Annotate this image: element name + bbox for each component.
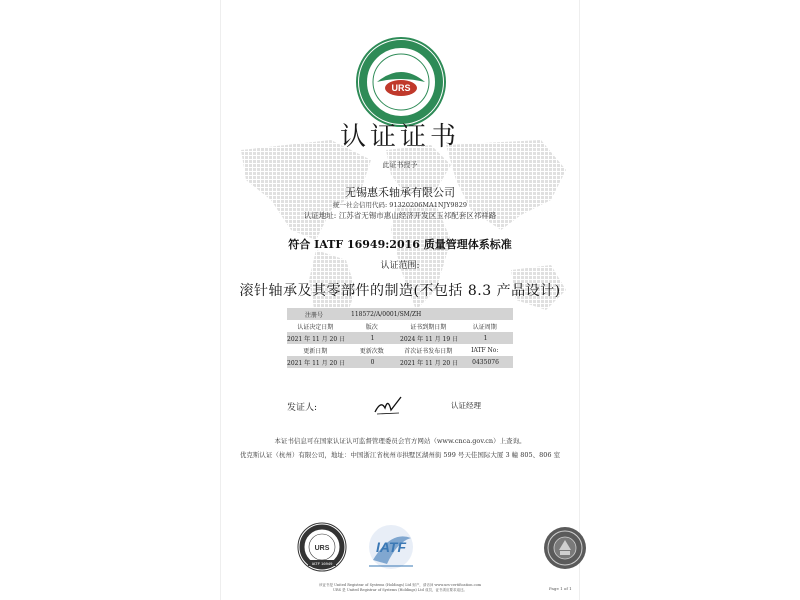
table-header: IATF No: xyxy=(471,346,499,354)
table-header-row xyxy=(287,344,513,356)
legal-line-2: URS 是 United Registrar of Systems (Holdings) Ltd 成员，证书须应要求返还。 xyxy=(333,588,467,592)
page-number: Page 1 of 1 xyxy=(549,586,572,591)
granted-to-text: 此证书授予 xyxy=(382,161,418,169)
iatf-logo-text: IATF xyxy=(375,539,407,555)
certification-address: 认证地址: 江苏省无锡市惠山经济开发区玉祁配套区祁祥路 xyxy=(303,211,497,220)
company-name: 无锡惠禾轴承有限公司 xyxy=(345,186,455,199)
iatf-caption: IATF 16949 xyxy=(311,560,333,566)
official-stamp-icon xyxy=(543,526,587,570)
cycle: 1 xyxy=(483,334,488,342)
company-address-note: 优克斯认证（杭州）有限公司，地址：中国浙江省杭州市拱墅区湖州街 599 号天佳国际大厦 3 幢 805、806 室 xyxy=(239,451,561,459)
edition: 1 xyxy=(370,334,375,342)
table-row xyxy=(287,332,513,344)
certificate-page xyxy=(221,0,579,600)
certification-scope: 滚针轴承及其零部件的制造(不包括 8.3 产品设计) xyxy=(239,283,561,299)
urs-bottom-text: URS xyxy=(314,545,330,552)
certification-standard: 符合 IATF 16949:2016 质量管理体系标准 xyxy=(288,238,512,251)
table-header: 版次 xyxy=(365,323,378,331)
table-header: 更新日期 xyxy=(303,347,328,355)
decision-date: 2021 年 11 月 20 日 xyxy=(287,335,346,343)
table-header: 证书到期日期 xyxy=(410,323,447,331)
verification-note: 本证书信息可在国家认证认可监督管理委员会官方网站（www.cnca.gov.cn）上查询。 xyxy=(274,437,526,445)
table-row xyxy=(287,356,513,368)
table-header: 认证决定日期 xyxy=(297,323,334,331)
update-count: 0 xyxy=(370,358,375,366)
iatf-logo xyxy=(361,520,421,574)
expiry-date: 2024 年 11 月 19 日 xyxy=(400,335,459,343)
bottom-legal-text xyxy=(315,583,485,593)
iatf-number: 0435076 xyxy=(472,358,499,366)
table-header-row xyxy=(287,320,513,332)
registration-number: 118572/A/0001/SM/ZH xyxy=(351,310,422,318)
scope-label: 认证范围: xyxy=(380,261,420,271)
registration-label: 注册号 xyxy=(304,311,323,319)
urs-iatf-logo xyxy=(297,522,347,572)
certificate-details-table xyxy=(287,308,513,368)
signer-role: 认证经理 xyxy=(451,401,481,410)
table-header: 更新次数 xyxy=(359,347,384,355)
credit-code: 统一社会信用代码: 91320206MA1NJY9829 xyxy=(333,201,467,209)
first-issue-date: 2021 年 11 月 20 日 xyxy=(400,359,459,367)
certificate-title: 认证证书 xyxy=(339,122,460,152)
urs-seal-logo xyxy=(355,36,447,128)
update-date: 2021 年 11 月 20 日 xyxy=(287,359,346,367)
urs-seal-text: URS xyxy=(391,83,411,93)
legal-line-1: 该证书是 United Registrar of Systems (Holdings) Ltd 财产，请访问 www.urs-certification.com xyxy=(318,583,482,587)
table-header: 认证周期 xyxy=(472,323,497,331)
signature-icon xyxy=(373,394,403,416)
table-header: 首次证书发布日期 xyxy=(404,347,453,355)
issued-by-label: 发证人: xyxy=(287,403,318,413)
registration-row xyxy=(287,308,513,320)
